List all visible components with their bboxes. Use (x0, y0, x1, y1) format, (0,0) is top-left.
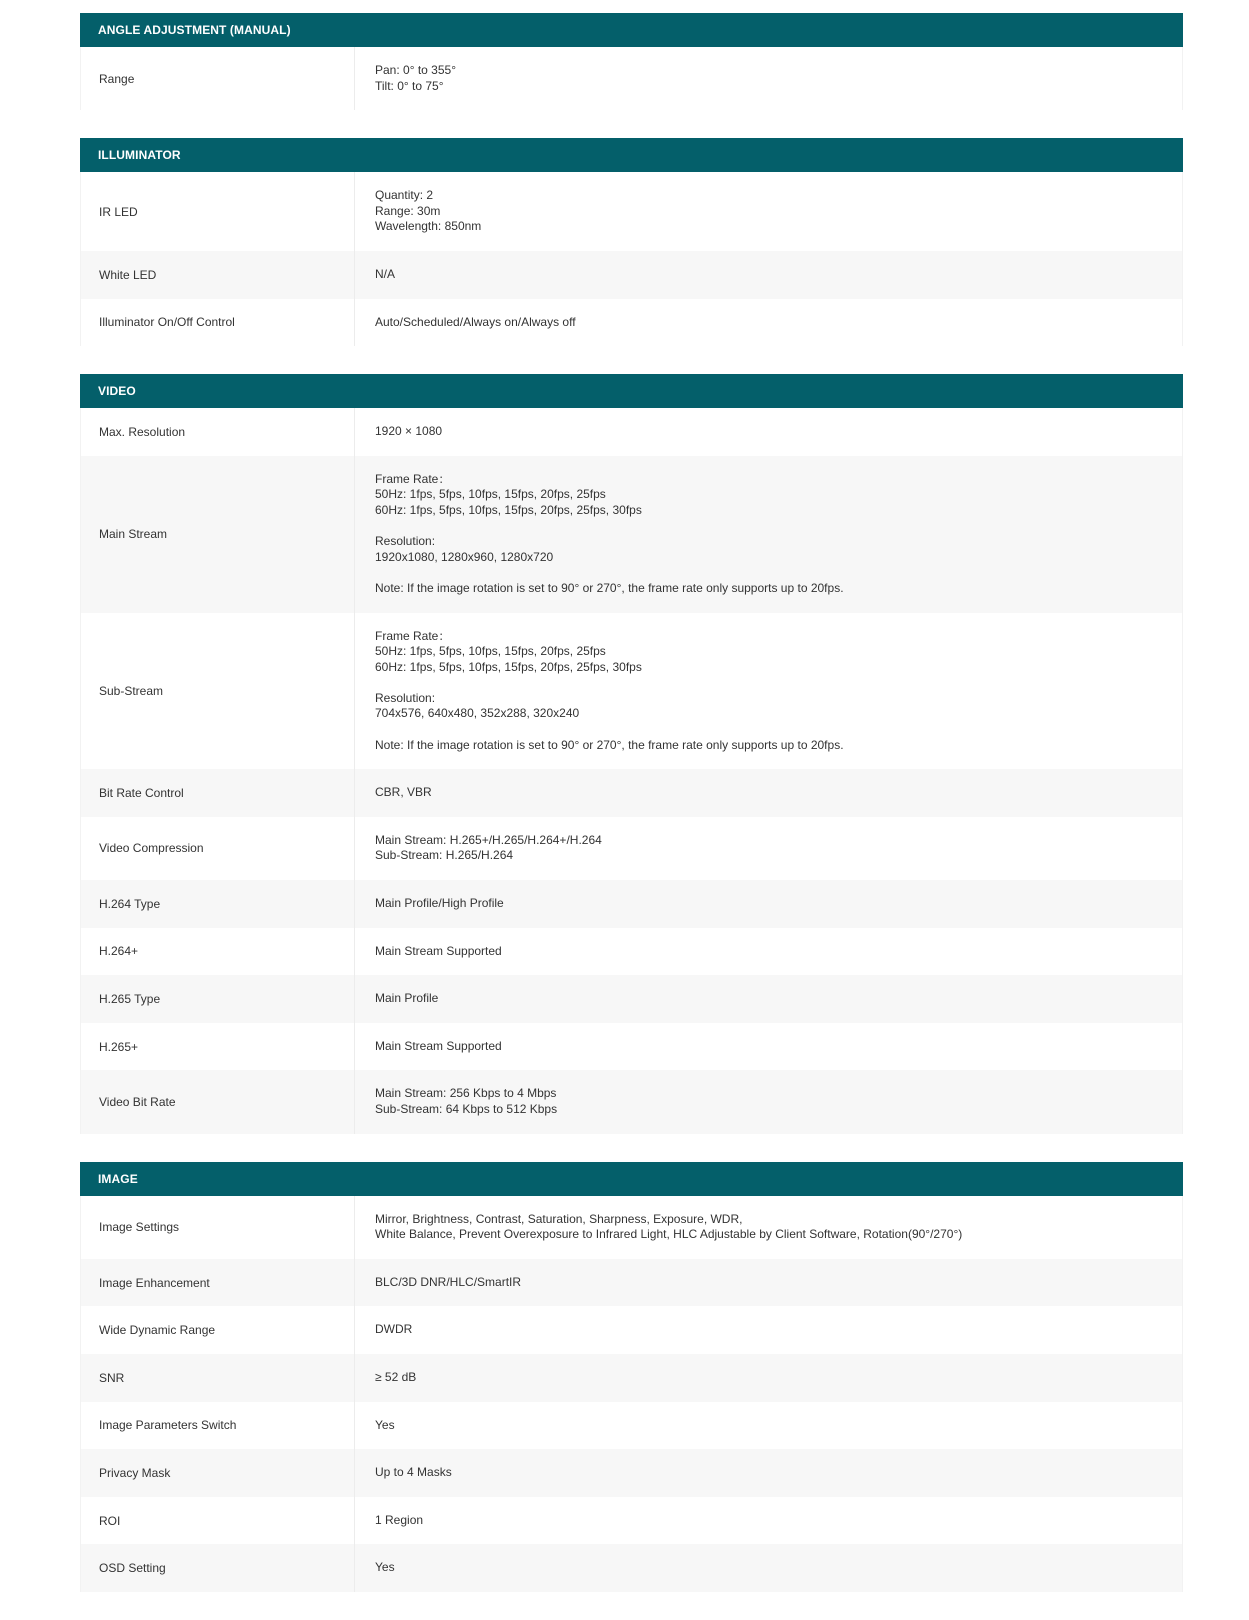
spec-label: White LED (81, 251, 355, 299)
spec-section (80, 13, 1183, 110)
spec-label: H.264+ (81, 928, 355, 976)
spec-row (80, 299, 1183, 347)
spec-label: Wide Dynamic Range (81, 1306, 355, 1354)
spec-value-spacer (375, 675, 1182, 691)
spec-value (355, 1070, 1182, 1133)
spec-label: Image Settings (81, 1196, 355, 1259)
spec-row (80, 172, 1183, 251)
spec-value-line: Resolution: (375, 534, 436, 549)
spec-label: Video Bit Rate (81, 1070, 355, 1133)
section-rows (80, 1196, 1183, 1592)
spec-value-line: Frame Rate： (375, 628, 451, 643)
spec-value-line: 60Hz: 1fps, 5fps, 10fps, 15fps, 20fps, 25fps, 30fps (375, 659, 642, 674)
spec-value-line: Main Profile (375, 991, 439, 1006)
spec-label: SNR (81, 1354, 355, 1402)
spec-value (355, 1259, 1182, 1307)
spec-value-line: Tilt: 0° to 75° (375, 78, 444, 93)
spec-label: Sub-Stream (81, 613, 355, 770)
spec-label: Range (81, 47, 355, 110)
spec-value-line: Up to 4 Masks (375, 1465, 452, 1480)
section-header: ANGLE ADJUSTMENT (MANUAL) (80, 13, 1183, 47)
spec-value-line: Quantity: 2 (375, 188, 434, 203)
spec-value-line: Main Profile/High Profile (375, 896, 504, 911)
spec-value (355, 1449, 1182, 1497)
spec-row (80, 1259, 1183, 1307)
spec-label: Privacy Mask (81, 1449, 355, 1497)
spec-value-line: Pan: 0° to 355° (375, 63, 456, 77)
spec-value (355, 299, 1182, 347)
spec-value-line: BLC/3D DNR/HLC/SmartIR (375, 1274, 522, 1289)
spec-value (355, 1544, 1182, 1592)
spec-label: Image Parameters Switch (81, 1402, 355, 1450)
spec-value-line: 1920x1080, 1280x960, 1280x720 (375, 549, 554, 564)
spec-value-line: Main Stream: H.265+/H.265/H.264+/H.264 (375, 832, 602, 847)
spec-value-line: Yes (375, 1560, 395, 1575)
spec-value (355, 1497, 1182, 1545)
spec-table (80, 13, 1183, 1620)
spec-value (355, 928, 1182, 976)
spec-value (355, 408, 1182, 456)
section-header: IMAGE (80, 1162, 1183, 1196)
spec-value-line: Sub-Stream: 64 Kbps to 512 Kbps (375, 1102, 558, 1116)
spec-label: OSD Setting (81, 1544, 355, 1592)
spec-value (355, 172, 1182, 251)
spec-row (80, 613, 1183, 770)
spec-row (80, 1402, 1183, 1450)
spec-value-line: DWDR (375, 1322, 413, 1337)
spec-value (355, 1354, 1182, 1402)
section-rows (80, 47, 1183, 110)
spec-row (80, 1070, 1183, 1133)
spec-value-line: 60Hz: 1fps, 5fps, 10fps, 15fps, 20fps, 25fps, 30fps (375, 502, 642, 517)
spec-row (80, 928, 1183, 976)
spec-label: Max. Resolution (81, 408, 355, 456)
section-header: ILLUMINATOR (80, 138, 1183, 172)
spec-label: H.264 Type (81, 880, 355, 928)
spec-label: Image Enhancement (81, 1259, 355, 1307)
spec-value (355, 975, 1182, 1023)
spec-value-line: ≥ 52 dB (375, 1369, 417, 1384)
section-rows (80, 172, 1183, 346)
spec-label: Main Stream (81, 456, 355, 613)
spec-label: H.265 Type (81, 975, 355, 1023)
spec-value (355, 613, 1182, 770)
spec-value-spacer (375, 722, 1182, 738)
spec-row (80, 769, 1183, 817)
spec-row (80, 817, 1183, 880)
spec-value-spacer (375, 565, 1182, 581)
spec-value (355, 251, 1182, 299)
spec-value-line: 50Hz: 1fps, 5fps, 10fps, 15fps, 20fps, 25fps (375, 487, 606, 502)
spec-value-line: Sub-Stream: H.265/H.264 (375, 848, 514, 863)
spec-section (80, 374, 1183, 1133)
spec-row (80, 1354, 1183, 1402)
spec-row (80, 1306, 1183, 1354)
spec-value-line: Range: 30m (375, 203, 441, 218)
spec-value-line: Main Stream: 256 Kbps to 4 Mbps (375, 1086, 557, 1101)
spec-value-line: 704x576, 640x480, 352x288, 320x240 (375, 706, 580, 721)
spec-value-line: 50Hz: 1fps, 5fps, 10fps, 15fps, 20fps, 25fps (375, 644, 606, 659)
spec-value-line: White Balance, Prevent Overexposure to Infrared Light, HLC Adjustable by Client Software, Rotation(90°/270°) (375, 1227, 963, 1242)
section-header: VIDEO (80, 374, 1183, 408)
spec-row (80, 408, 1183, 456)
spec-value-line: Auto/Scheduled/Always on/Always off (375, 314, 576, 329)
spec-row (80, 251, 1183, 299)
spec-row (80, 47, 1183, 110)
spec-value-line: Main Stream Supported (375, 1038, 502, 1053)
spec-label: IR LED (81, 172, 355, 251)
spec-value-line: Resolution: (375, 690, 436, 705)
spec-value (355, 1402, 1182, 1450)
spec-row (80, 1544, 1183, 1592)
spec-value (355, 1196, 1182, 1259)
spec-value (355, 456, 1182, 613)
spec-value-line: Note: If the image rotation is set to 90° or 270°, the frame rate only supports up to 20fps. (375, 737, 844, 752)
spec-section (80, 138, 1183, 346)
spec-label: Illuminator On/Off Control (81, 299, 355, 347)
spec-section (80, 1162, 1183, 1592)
spec-value (355, 1023, 1182, 1071)
spec-value-line: CBR, VBR (375, 785, 432, 800)
section-rows (80, 408, 1183, 1133)
spec-row (80, 880, 1183, 928)
spec-value-line: Main Stream Supported (375, 943, 502, 958)
spec-value-line: 1920 × 1080 (375, 424, 443, 439)
spec-value (355, 880, 1182, 928)
spec-value-line: Mirror, Brightness, Contrast, Saturation, Sharpness, Exposure, WDR, (375, 1211, 743, 1226)
spec-value (355, 47, 1182, 110)
spec-value (355, 817, 1182, 880)
spec-value-line: Yes (375, 1417, 395, 1432)
spec-label: Video Compression (81, 817, 355, 880)
spec-row (80, 1449, 1183, 1497)
spec-label: Bit Rate Control (81, 769, 355, 817)
spec-row (80, 1497, 1183, 1545)
spec-value-line: Wavelength: 850nm (375, 219, 482, 234)
spec-value-line: Note: If the image rotation is set to 90° or 270°, the frame rate only supports up to 20fps. (375, 580, 844, 595)
spec-value-line: 1 Region (375, 1512, 424, 1527)
spec-row (80, 456, 1183, 613)
spec-label: ROI (81, 1497, 355, 1545)
spec-row (80, 1196, 1183, 1259)
spec-label: H.265+ (81, 1023, 355, 1071)
spec-value-line: Frame Rate： (375, 471, 451, 486)
spec-value (355, 1306, 1182, 1354)
spec-value (355, 769, 1182, 817)
spec-value-spacer (375, 519, 1182, 535)
spec-row (80, 1023, 1183, 1071)
spec-value-line: N/A (375, 266, 396, 281)
spec-row (80, 975, 1183, 1023)
